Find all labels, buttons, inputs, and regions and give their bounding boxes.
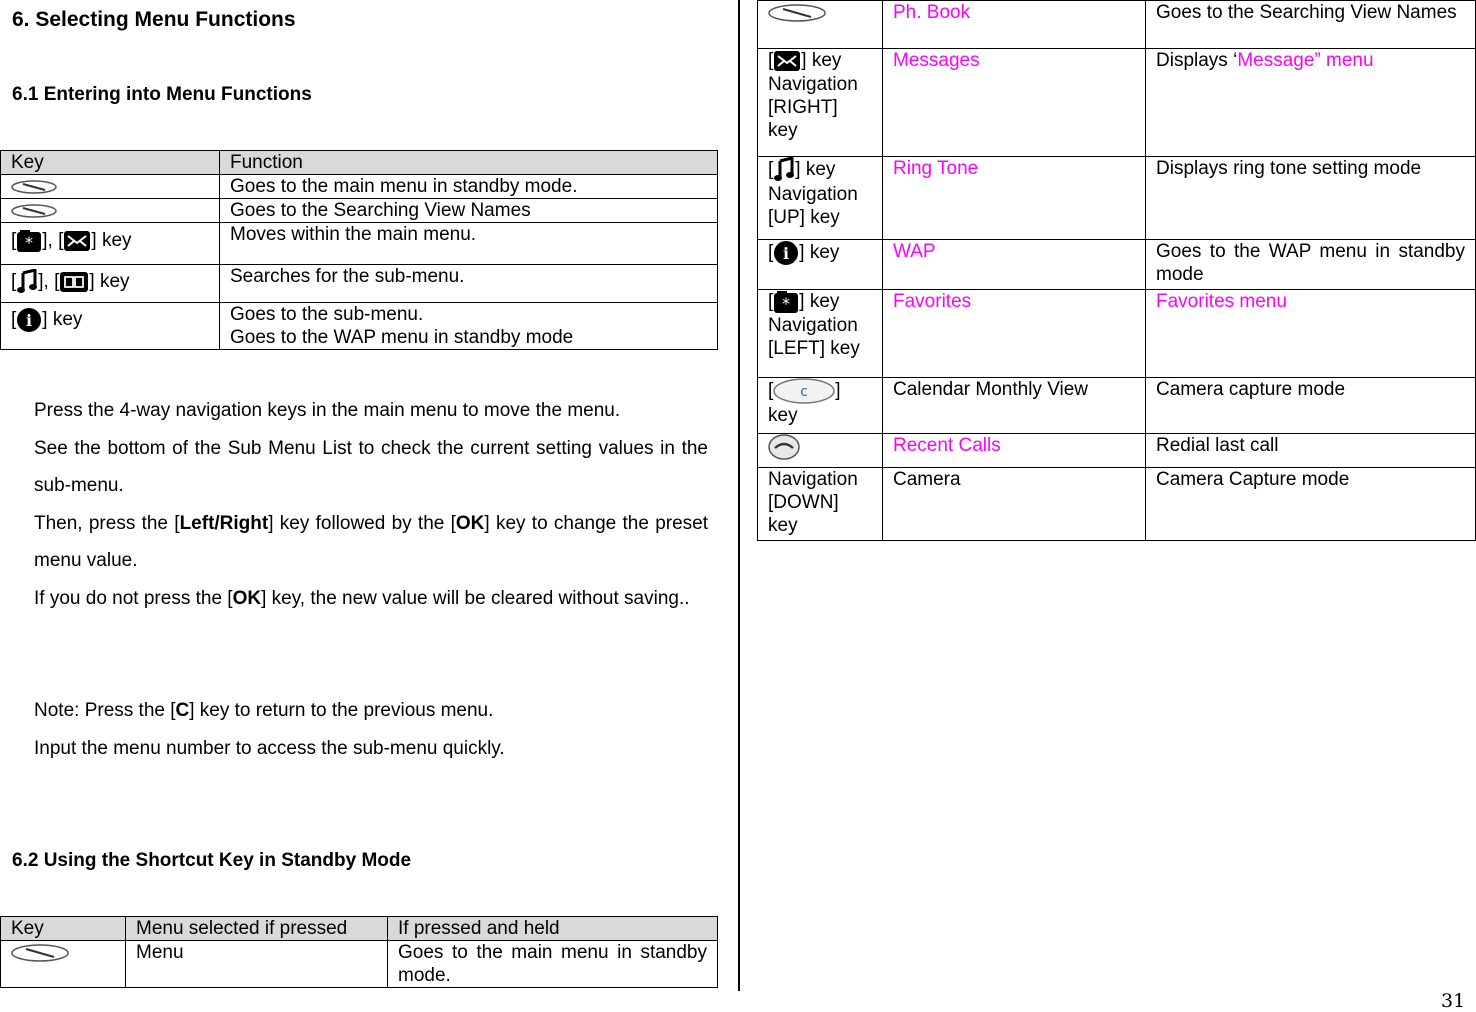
bracket-text: ], [ (38, 271, 60, 293)
table-row (1, 199, 718, 223)
key-cell (1, 223, 220, 265)
table-row (758, 157, 1476, 240)
wap-key-icon (16, 307, 42, 333)
key-cell (758, 290, 883, 378)
held-cell: Goes to the main menu in standby mode. (388, 941, 718, 988)
bold-text: OK (232, 587, 262, 609)
bracket-text: [ (768, 380, 774, 402)
function-line: Goes to the WAP menu in standby mode (230, 327, 574, 348)
menu-cell: Ph. Book (883, 1, 1146, 49)
bracket-text: [ (11, 271, 17, 293)
bracket-text: [ (11, 230, 17, 252)
paragraph (34, 505, 708, 580)
instructions-block (34, 392, 708, 617)
subsection-title-6-1: 6.1 Entering into Menu Functions (12, 84, 312, 105)
camera-key-icon (773, 378, 835, 404)
bracket-text: ] key (801, 50, 842, 72)
key-cell (758, 49, 883, 157)
menu-cell: Camera (883, 468, 1146, 541)
svg-text:*: * (782, 294, 791, 313)
menu-cell: Messages (883, 49, 1146, 157)
header-pressed-held: If pressed and held (388, 917, 718, 941)
table-row (1, 265, 718, 303)
key-cell (758, 378, 883, 434)
header-key: Key (1, 917, 126, 941)
key-cell (758, 240, 883, 290)
shortcut-table-left (0, 916, 718, 988)
menu-cell: Recent Calls (883, 434, 1146, 468)
envelope-key-icon (773, 49, 801, 73)
highlight-text: Message” menu (1237, 50, 1374, 71)
paragraph: See the bottom of the Sub Menu List to check the current setting values in the sub-menu. (34, 437, 708, 496)
text: Note: Press the [ (34, 700, 176, 721)
paragraph (34, 692, 708, 730)
table-row (758, 49, 1476, 157)
table-row (758, 240, 1476, 290)
held-cell: Goes to the Searching View Names (1146, 1, 1476, 49)
function-cell: Searches for the sub-menu. (220, 265, 718, 303)
bold-text: Left/Right (179, 512, 269, 534)
menu-cell: Calendar Monthly View (883, 378, 1146, 434)
svg-text:*: * (25, 233, 34, 252)
column-divider (738, 0, 740, 991)
function-cell (220, 303, 718, 350)
bracket-text: [ (11, 309, 17, 331)
subsection-title-6-2: 6.2 Using the Shortcut Key in Standby Mode (12, 850, 412, 871)
bracket-text: ] key (91, 230, 132, 252)
held-cell (1146, 49, 1476, 157)
bracket-text: ] key (799, 291, 840, 313)
bracket-text: ] key (42, 309, 83, 331)
text: Then, press the [ (34, 512, 180, 534)
table-header-row (1, 151, 718, 175)
held-cell: Displays ring tone setting mode (1146, 157, 1476, 240)
bold-text: OK (455, 512, 485, 534)
table-row (758, 378, 1476, 434)
key-cell (758, 157, 883, 240)
star-key-icon (16, 229, 42, 253)
held-cell: Goes to the WAP menu in standby mode (1146, 240, 1476, 290)
paragraph: Press the 4-way navigation keys in the main menu to move the menu. (34, 400, 621, 421)
bold-text: C (175, 700, 190, 721)
key-text: Navigation [UP] key (768, 184, 858, 228)
key-cell: Navigation [DOWN] key (758, 468, 883, 541)
table-row (758, 1, 1476, 49)
table-row (1, 175, 718, 199)
text: If you do not press the [ (34, 587, 233, 609)
function-cell: Goes to the Searching View Names (220, 199, 718, 223)
key-cell (1, 265, 220, 303)
menu-key-icon (11, 944, 69, 962)
table-row (1, 941, 718, 988)
menu-key-cell (1, 941, 126, 988)
held-cell: Redial last call (1146, 434, 1476, 468)
music-key-icon (773, 157, 795, 183)
menu-cell: Favorites (883, 290, 1146, 378)
table-row (1, 303, 718, 350)
text: ] key to change the preset menu value. (34, 512, 709, 571)
text: ] key followed by the [ (268, 512, 456, 534)
note-block (34, 692, 708, 767)
section-title: 6. Selecting Menu Functions (12, 8, 296, 31)
table-row (758, 468, 1476, 541)
function-cell: Moves within the main menu. (220, 223, 718, 265)
text: ] key to return to the previous menu. (189, 700, 494, 721)
bracket-text: ] key (89, 271, 130, 293)
bracket-text: [ (768, 291, 774, 313)
svg-text:i: i (26, 311, 33, 330)
table-row (758, 434, 1476, 468)
menu-cell: WAP (883, 240, 1146, 290)
key-text: Navigation [LEFT] key (768, 315, 860, 359)
function-line: Goes to the sub-menu. (230, 304, 424, 325)
bracket-text: [ (768, 159, 774, 181)
menu-key-icon (768, 4, 826, 22)
bracket-text: [ (768, 242, 774, 264)
key-cell (1, 303, 220, 350)
shortcut-table-right (757, 0, 1476, 541)
table-row (758, 290, 1476, 378)
held-cell: Favorites menu (1146, 290, 1476, 378)
paragraph (34, 580, 708, 618)
key-cell (758, 1, 883, 49)
table-header-row (1, 917, 718, 941)
key-cell (758, 434, 883, 468)
held-cell: Camera Capture mode (1146, 468, 1476, 541)
wap-key-icon (773, 240, 799, 266)
text: Displays ‘ (1156, 50, 1238, 71)
paragraph: Input the menu number to access the sub-menu quickly. (34, 737, 505, 759)
menu-key-cell (1, 199, 220, 223)
header-menu-selected: Menu selected if pressed (126, 917, 388, 941)
star-key-icon (773, 290, 799, 314)
header-function: Function (220, 151, 718, 175)
bracket-text: ] key (799, 242, 840, 264)
menu-key-cell (1, 175, 220, 199)
svg-text:i: i (783, 244, 790, 263)
phonebook-key-icon (59, 270, 89, 294)
music-key-icon (16, 269, 38, 295)
bracket-text: [ (768, 50, 774, 72)
end-call-key-icon (768, 434, 800, 460)
held-cell: Camera capture mode (1146, 378, 1476, 434)
menu-key-icon (11, 204, 57, 218)
bracket-text: ], [ (42, 230, 64, 252)
menu-keys-table (0, 150, 718, 350)
menu-cell: Menu (126, 941, 388, 988)
envelope-key-icon (63, 229, 91, 253)
function-cell: Goes to the main menu in standby mode. (220, 175, 718, 199)
menu-key-icon (11, 180, 57, 194)
menu-cell: Ring Tone (883, 157, 1146, 240)
page-number: 31 (1441, 990, 1466, 1012)
table-row (1, 223, 718, 265)
svg-text:c: c (800, 384, 809, 400)
bracket-text: ] key (768, 380, 841, 426)
header-key: Key (1, 151, 220, 175)
text: ] key, the new value will be cleared without saving.. (261, 587, 690, 609)
key-text: Navigation [RIGHT] key (768, 74, 858, 141)
bracket-text: ] key (795, 159, 836, 181)
